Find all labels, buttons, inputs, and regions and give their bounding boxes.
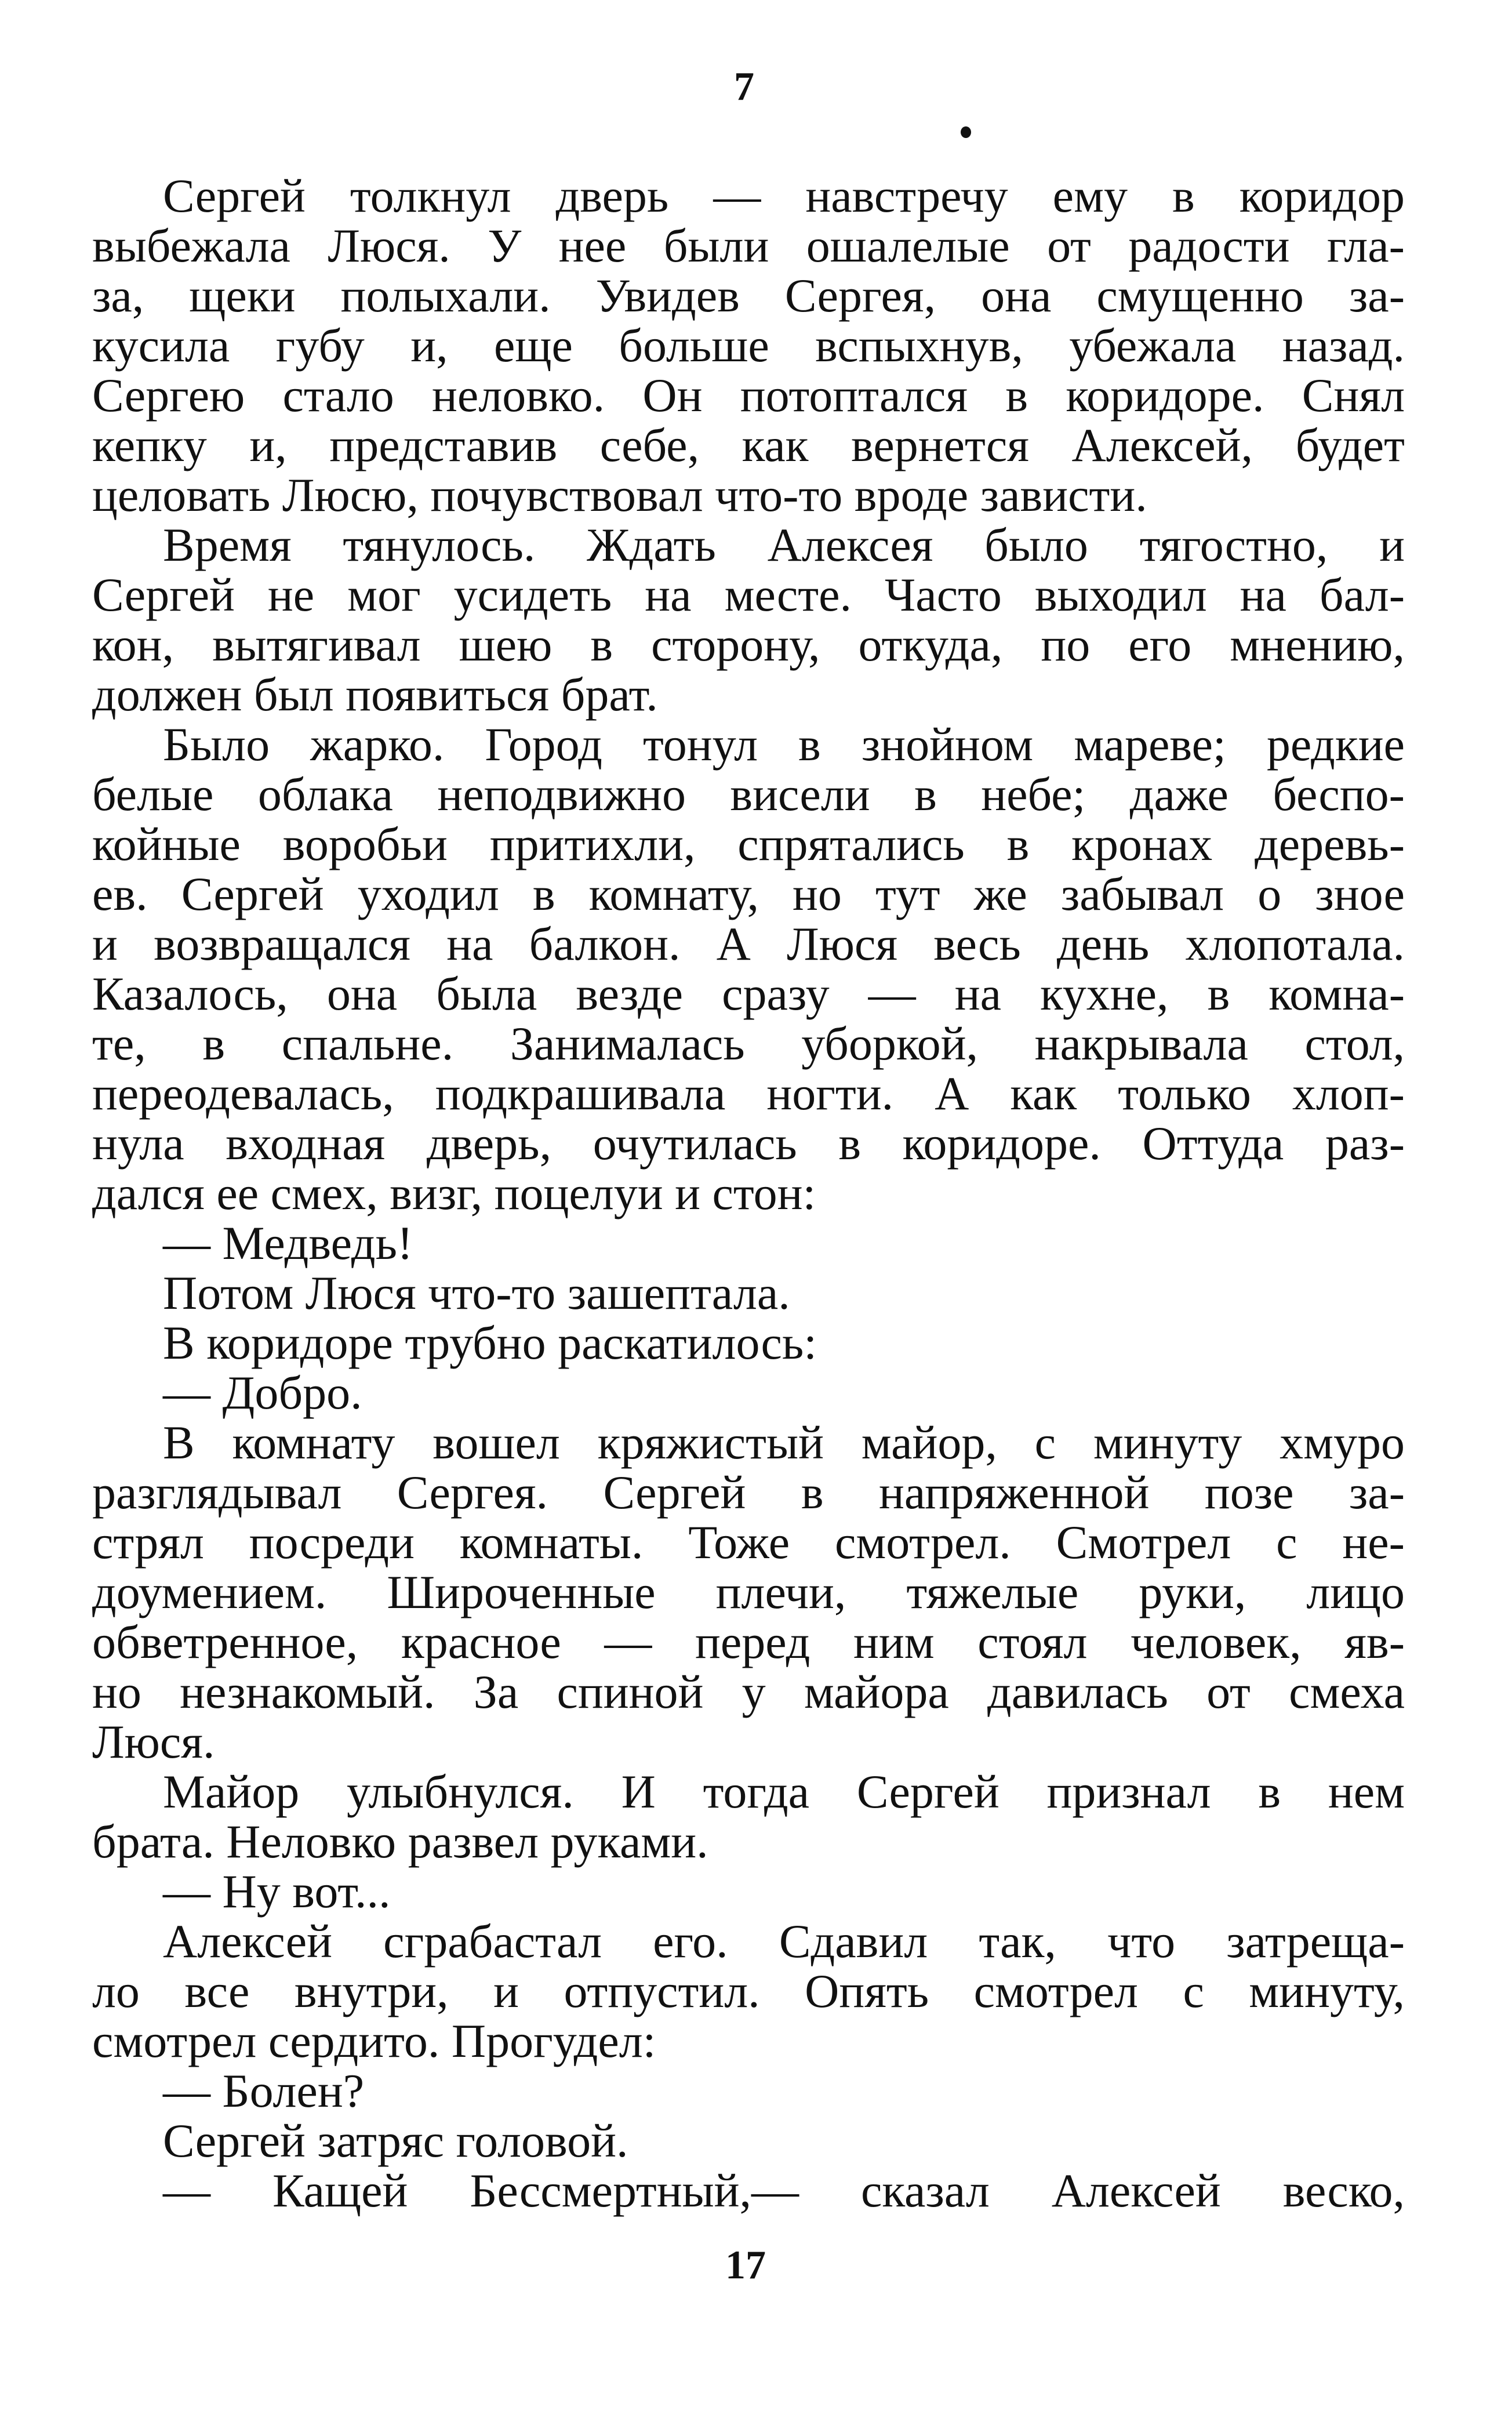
text-line: Сергею стало неловко. Он потоптался в коридоре. Снял <box>92 369 1405 422</box>
text-line: доумением. Широченные плечи, тяжелые руки, лицо <box>92 1566 1405 1618</box>
text-line: должен был появиться брат. <box>92 668 658 721</box>
text-line: Люся. <box>92 1715 215 1768</box>
text-line: — Добро. <box>163 1366 362 1419</box>
text-line: ло все внутри, и отпустил. Опять смотрел с минуту, <box>92 1965 1405 2017</box>
text-line: кепку и, представив себе, как вернется Алексей, будет <box>92 419 1405 471</box>
text-line: разглядывал Сергея. Сергей в напряженной позе за- <box>92 1466 1405 1519</box>
chapter-number: 7 <box>734 64 754 109</box>
page-number: 17 <box>725 2243 766 2288</box>
text-line: Алексей сграбастал его. Сдавил так, что затреща- <box>163 1915 1405 1968</box>
text-line: кусила губу и, еще больше вспыхнув, убежала назад. <box>92 319 1405 372</box>
text-line: В комнату вошел кряжистый майор, с минуту хмуро <box>163 1416 1405 1469</box>
text-line: Сергей затряс головой. <box>163 2114 628 2167</box>
text-line: кон, вытягивал шею в сторону, откуда, по его мнению, <box>92 618 1405 671</box>
text-line: Потом Люся что-то зашептала. <box>163 1266 790 1319</box>
text-line: — Ну вот... <box>163 1865 391 1918</box>
text-line: Время тянулось. Ждать Алексея было тягостно, и <box>163 518 1405 571</box>
text-line: но незнакомый. За спиной у майора давилась от смеха <box>92 1665 1405 1718</box>
text-line: нула входная дверь, очутилась в коридоре. Оттуда раз- <box>92 1117 1405 1170</box>
text-line: койные воробьи притихли, спрятались в кронах деревь- <box>92 818 1405 870</box>
text-line: переодевалась, подкрашивала ногти. А как только хлоп- <box>92 1067 1405 1120</box>
text-line: и возвращался на балкон. А Люся весь день хлопотала. <box>92 917 1405 970</box>
text-line: выбежала Люся. У нее были ошалелые от радости гла- <box>92 219 1405 272</box>
text-line: смотрел сердито. Прогудел: <box>92 2015 656 2067</box>
text-line: дался ее смех, визг, поцелуи и стон: <box>92 1167 816 1219</box>
text-line: Майор улыбнулся. И тогда Сергей признал в нем <box>163 1765 1405 1818</box>
text-line: стрял посреди комнаты. Тоже смотрел. Смотрел с не- <box>92 1516 1405 1569</box>
text-line: Сергей толкнул дверь — навстречу ему в коридор <box>163 169 1405 222</box>
text-line: ев. Сергей уходил в комнату, но тут же забывал о зное <box>92 868 1405 920</box>
text-line: — Кащей Бессмертный,— сказал Алексей веско, <box>163 2164 1405 2217</box>
text-line: брата. Неловко развел руками. <box>92 1815 708 1868</box>
text-line: Было жарко. Город тонул в знойном мареве; редкие <box>163 718 1405 771</box>
text-line: за, щеки полыхали. Увидев Сергея, она смущенно за- <box>92 269 1405 322</box>
text-line: — Медведь! <box>163 1217 413 1269</box>
text-line: те, в спальне. Занималась уборкой, накрывала стол, <box>92 1017 1405 1070</box>
text-line: В коридоре трубно раскатилось: <box>163 1316 817 1369</box>
text-line: обветренное, красное — перед ним стоял человек, яв- <box>92 1616 1405 1668</box>
text-line: целовать Люсю, почувствовал что-то вроде зависти. <box>92 469 1147 521</box>
text-line: белые облака неподвижно висели в небе; даже беспо- <box>92 768 1405 821</box>
text-line: Сергей не мог усидеть на месте. Часто выходил на бал- <box>92 568 1405 621</box>
text-line: Казалось, она была везде сразу — на кухне, в комна- <box>92 967 1405 1020</box>
text-line: — Болен? <box>163 2064 365 2117</box>
